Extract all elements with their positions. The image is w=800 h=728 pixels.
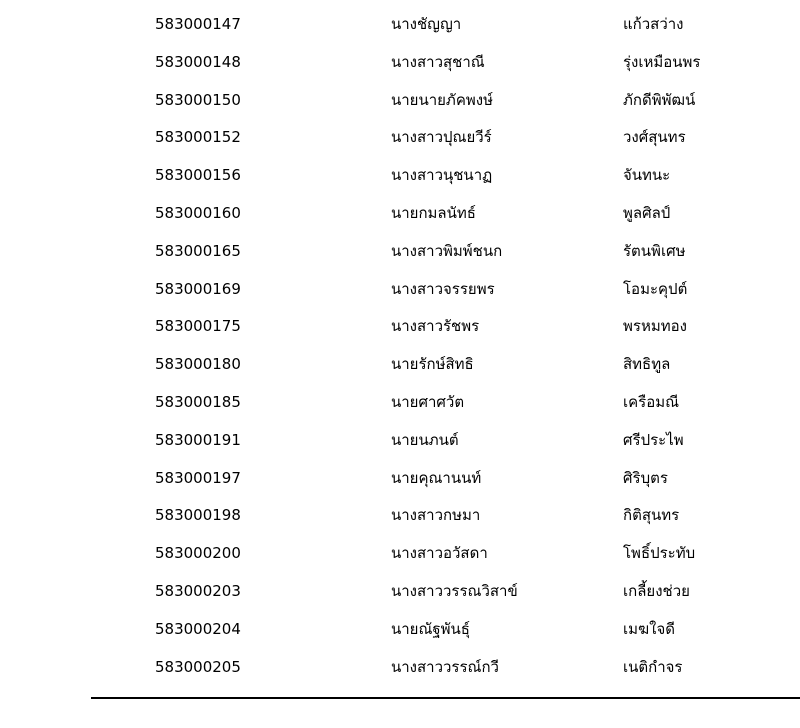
table-row [0,573,800,611]
student-id: 583000197 [155,468,241,487]
first-name: นางสาวพิมพ์ชนก [391,241,503,260]
last-name: แก้วสว่าง [623,15,684,33]
last-name: กิติสุนทร [623,506,680,525]
first-name: นายศาศวัต [391,392,465,411]
last-name: วงศ์สุนทร [623,128,686,147]
student-id: 583000185 [155,392,241,411]
last-name: โพธิ์ประทับ [623,544,696,563]
table-row [0,157,800,195]
table-row [0,233,800,271]
table-row [0,6,800,44]
first-name: นางสาวนุชนาฏ [391,166,493,185]
last-name: เนติกำจร [623,657,683,676]
first-name: นายรักษ์สิทธิ [391,355,474,374]
table-row [0,346,800,384]
student-id: 583000147 [155,15,241,33]
student-id: 583000150 [155,90,241,109]
student-id: 583000203 [155,581,241,600]
first-name: นางสาววรรณวิสาข์ [391,581,518,600]
student-id: 583000160 [155,203,241,222]
student-id: 583000175 [155,317,241,336]
student-id: 583000148 [155,52,241,71]
first-name: นายนายภัคพงษ์ [391,90,493,109]
table-row [0,497,800,535]
first-name: นางชัญญา [391,15,462,33]
first-name: นางสาวอวัสดา [391,544,488,563]
first-name: นางสาวรัชพร [391,317,480,336]
table-row [0,535,800,573]
name-list-table [0,6,800,686]
table-row [0,649,800,687]
table-row [0,195,800,233]
last-name: จันทนะ [623,166,671,185]
last-name: รุ่งเหมือนพร [623,52,701,71]
student-id: 583000205 [155,657,241,676]
last-name: เครือมณี [623,392,680,411]
last-name: ภักดีพิพัฒน์ [623,90,696,109]
student-id: 583000165 [155,241,241,260]
first-name: นางสาววรรณ์กวี [391,657,499,676]
last-name: ศรีประไพ [623,430,684,449]
student-id: 583000169 [155,279,241,298]
last-name: สิทธิทูล [623,355,671,374]
first-name: นางสาวจรรยพร [391,279,495,298]
last-name: โอมะคุปต์ [623,279,688,298]
table-row [0,119,800,157]
table-row [0,271,800,309]
first-name: นางสาวปุณยวีร์ [391,128,492,147]
student-id: 583000204 [155,619,241,638]
student-id: 583000152 [155,128,241,147]
student-id: 583000156 [155,166,241,185]
first-name: นายกมลนัทธ์ [391,203,476,222]
student-id: 583000200 [155,544,241,563]
last-name: ศิริบุตร [623,468,668,487]
last-name: รัตนพิเศษ [623,241,686,260]
last-name: พูลศิลป์ [623,203,671,222]
first-name: นางสาวสุชาณี [391,52,485,71]
last-name: พรหมทอง [623,317,687,336]
bottom-divider [91,697,800,699]
table-row [0,308,800,346]
first-name: นายณัฐพันธุ์ [391,619,470,638]
first-name: นายนภนต์ [391,430,459,449]
table-row [0,460,800,498]
student-id: 583000198 [155,506,241,525]
first-name: นางสาวกษมา [391,506,481,525]
last-name: เมฆใจดี [623,619,676,638]
student-id: 583000180 [155,355,241,374]
table-row [0,44,800,82]
table-row [0,611,800,649]
last-name: เกลี้ยงช่วย [623,581,690,600]
table-row [0,384,800,422]
table-row [0,82,800,120]
student-id: 583000191 [155,430,241,449]
first-name: นายคุณานนท์ [391,468,482,487]
table-row [0,422,800,460]
